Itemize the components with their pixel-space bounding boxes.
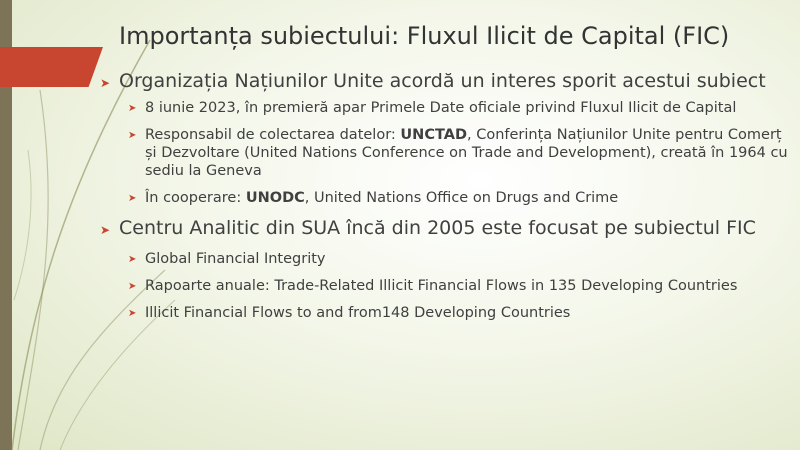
slide-content (100, 70, 790, 332)
gfi-subpoints (100, 250, 790, 322)
subbullet-text: Rapoarte anuale: Trade-Related Illicit Financial Flows in 135 Developing Countries (145, 278, 738, 294)
bullet-un-interest (100, 70, 790, 93)
arrow-right-icon: ➤ (128, 254, 137, 265)
arrow-right-icon: ➤ (128, 308, 137, 319)
subbullet-unctad (128, 126, 790, 180)
subbullet-text: Illicit Financial Flows to and from148 Developing Countries (145, 305, 571, 321)
subbullet-bold: UNODC (245, 190, 305, 206)
un-subpoints (100, 99, 790, 207)
arrow-right-icon: ➤ (100, 223, 111, 237)
subbullet-suffix: , United Nations Office on Drugs and Crime (304, 190, 619, 206)
slide-title: Importanța subiectului: Fluxul Ilicit de Capital (FIC) (119, 22, 730, 50)
bullet-gfi-center (100, 217, 790, 240)
arrow-right-icon: ➤ (128, 130, 137, 141)
subbullet-text: 8 iunie 2023, în premieră apar Primele Date oficiale privind Fluxul Ilicit de Capital (145, 100, 737, 116)
title-accent-tab (0, 47, 103, 87)
subbullet-prefix: În cooperare: (145, 190, 246, 206)
subbullet-annual-reports (128, 277, 790, 295)
arrow-right-icon: ➤ (100, 76, 111, 90)
subbullet-first-data (128, 99, 790, 117)
arrow-right-icon: ➤ (128, 193, 137, 204)
arrow-right-icon: ➤ (128, 103, 137, 114)
bullet-text: Organizația Națiunilor Unite acordă un interes sporit acestui subiect (119, 70, 766, 92)
subbullet-prefix: Responsabil de colectarea datelor: (145, 127, 401, 143)
subbullet-gfi (128, 250, 790, 268)
arrow-right-icon: ➤ (128, 281, 137, 292)
subbullet-unodc (128, 189, 790, 207)
subbullet-148-countries (128, 304, 790, 322)
bullet-text: Centru Analitic din SUA încă din 2005 este focusat pe subiectul FIC (119, 217, 756, 239)
subbullet-suffix: , Conferința Națiunilor Unite pentru Comerț și Dezvoltare (United Nations Conference on Trade and Development), creată în 1964 cu sediu la Geneva (145, 127, 788, 179)
subbullet-text: Global Financial Integrity (145, 251, 326, 267)
subbullet-bold: UNCTAD (400, 127, 467, 143)
